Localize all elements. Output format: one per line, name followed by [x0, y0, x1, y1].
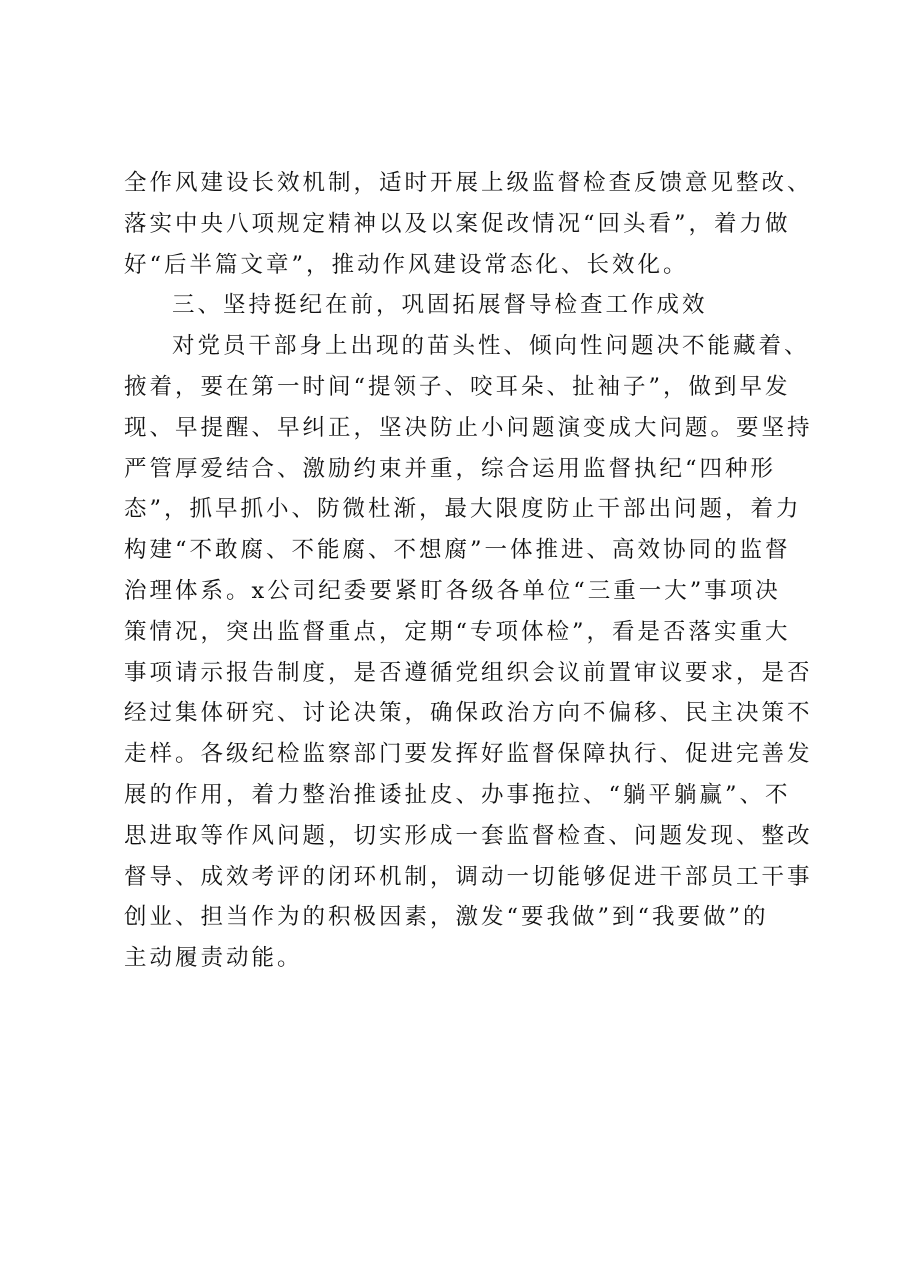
text-line: 现、早提醒、早纠正，坚决防止小问题演变成大问题。要坚持	[124, 414, 813, 441]
text-line: 思进取等作风问题，切实形成一套监督检查、问题发现、整改	[124, 822, 813, 849]
document-body	[124, 163, 813, 979]
section-heading-text: 三、坚持挺纪在前，巩固拓展督导检查工作成效	[172, 292, 708, 319]
text-line: 走样。各级纪检监察部门要发挥好监督保障执行、促进完善发	[124, 741, 813, 768]
text-line: 态”，抓早抓小、防微杜渐，最大限度防止干部出问题，着力	[124, 496, 802, 523]
paragraph-body	[124, 326, 813, 979]
text-line: 落实中央八项规定精神以及以案促改情况“回头看”，着力做	[124, 210, 791, 237]
text-line: 全作风建设长效机制，适时开展上级监督检查反馈意见整改、	[124, 170, 813, 196]
text-line: 展的作用，着力整治推诿扯皮、办事拖拉、“躺平躺赢”、不	[124, 781, 791, 808]
text-line: 严管厚爱结合、激励约束并重，综合运用监督执纪“四种形	[124, 455, 777, 482]
section-heading	[124, 285, 796, 326]
text-line: 对党员干部身上出现的苗头性、倾向性问题决不能藏着、	[172, 333, 810, 360]
paragraph-continuation	[124, 163, 813, 285]
text-line: 好“后半篇文章”，推动作风建设常态化、长效化。	[124, 251, 689, 278]
text-line: 事项请示报告制度，是否遵循党组织会议前置审议要求，是否	[124, 659, 813, 686]
text-line: 主动履责动能。	[124, 945, 303, 972]
text-line: 构建“不敢腐、不能腐、不想腐”一体推进、高效协同的监督	[124, 537, 791, 564]
text-line: 督导、成效考评的闭环机制，调动一切能够促进干部员工干事	[124, 863, 813, 890]
text-line: 治理体系。x公司纪委要紧盯各级各单位“三重一大”事项决	[124, 577, 781, 604]
text-line: 经过集体研究、讨论决策，确保政治方向不偏移、民主决策不	[124, 700, 813, 727]
text-line: 策情况，突出监督重点，定期“专项体检”，看是否落实重大	[124, 618, 791, 645]
text-line: 创业、担当作为的积极因素，激发“要我做”到“我要做”的	[124, 904, 769, 931]
text-line: 掖着，要在第一时间“提领子、咬耳朵、扯袖子”，做到早发	[124, 373, 791, 400]
